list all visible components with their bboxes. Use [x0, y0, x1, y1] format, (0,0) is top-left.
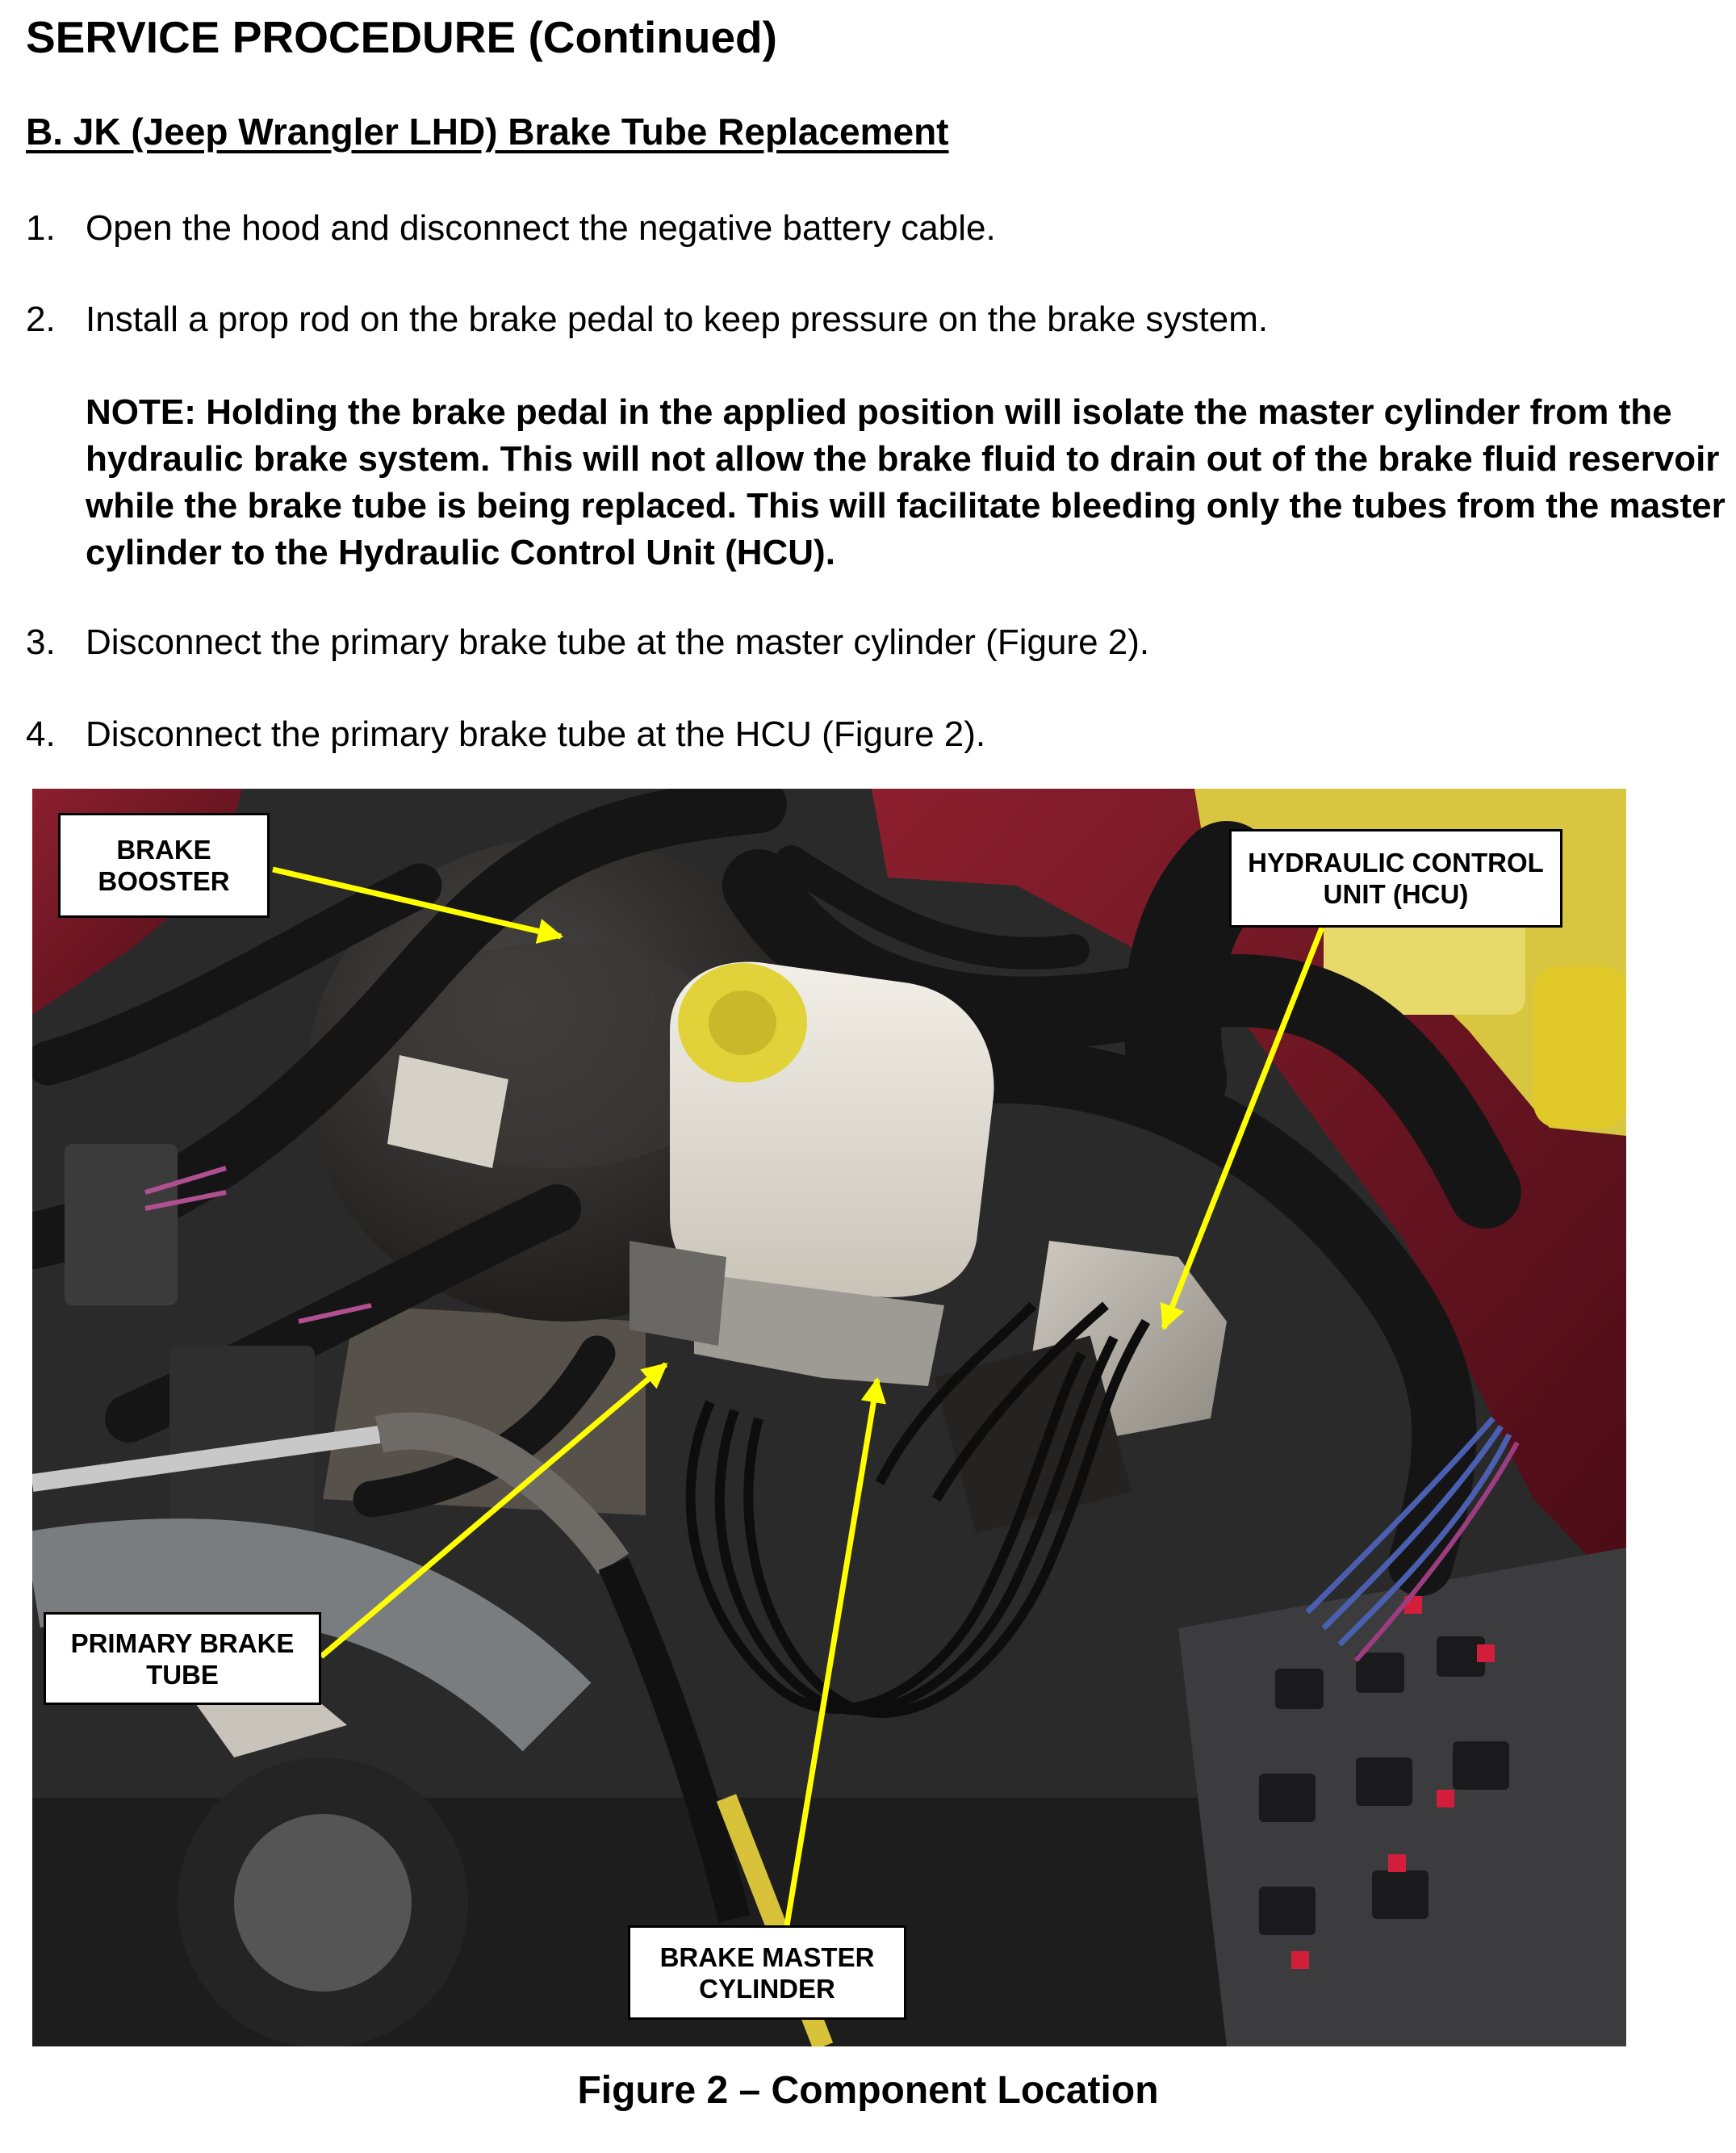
engine-bay-figure [32, 789, 1626, 2046]
page-heading: SERVICE PROCEDURE (Continued) [26, 12, 777, 62]
section-title: B. JK (Jeep Wrangler LHD) Brake Tube Replacement [26, 111, 949, 153]
step-4-text: Disconnect the primary brake tube at the HCU (Figure 2). [86, 714, 986, 754]
step-2-number: 2. [26, 299, 56, 339]
arrow-hcu [1164, 928, 1322, 1328]
arrow-primary-brake-tube [321, 1364, 666, 1657]
arrow-master-cylinder [787, 1380, 877, 1925]
step-2-text: Install a prop rod on the brake pedal to keep pressure on the brake system. [86, 299, 1269, 339]
step-3-number: 3. [26, 622, 56, 662]
step-1-text: Open the hood and disconnect the negative battery cable. [86, 208, 996, 248]
callout-hcu-line-2: UNIT (HCU) [1323, 879, 1469, 909]
callout-hcu-line-1: HYDRAULIC CONTROL [1248, 848, 1544, 878]
arrow-brake-booster [273, 869, 561, 936]
callout-master-cylinder-line-2: CYLINDER [699, 1973, 835, 2004]
note-paragraph: NOTE: Holding the brake pedal in the applied position will isolate the master cylinder from the hydraulic brake system. This will not allow the brake fluid to drain out of the brake fluid reservoir while the brake tube is being replaced. This will facilitate bleeding only the tubes from the master cylinder to the Hydraulic Control Unit (HCU). [86, 392, 1726, 572]
callout-brake-booster [58, 813, 270, 918]
step-3-text: Disconnect the primary brake tube at the master cylinder (Figure 2). [86, 622, 1150, 662]
step-4 [26, 714, 985, 755]
callout-primary-brake-tube [44, 1612, 321, 1705]
step-4-number: 4. [26, 714, 56, 754]
callout-master-cylinder [628, 1925, 906, 2020]
callout-master-cylinder-line-1: BRAKE MASTER [659, 1941, 875, 1972]
step-3 [26, 622, 1149, 663]
callout-brake-booster-line-2: BOOSTER [98, 866, 230, 896]
figure-caption: Figure 2 – Component Location [577, 2069, 1159, 2112]
callout-primary-brake-tube-line-2: TUBE [146, 1659, 219, 1690]
callout-arrows [32, 789, 1626, 2046]
callout-hcu [1229, 829, 1562, 928]
callout-brake-booster-line-1: BRAKE [116, 835, 211, 865]
step-1 [26, 208, 996, 249]
callout-primary-brake-tube-line-1: PRIMARY BRAKE [70, 1627, 295, 1658]
step-2 [26, 299, 1268, 340]
step-1-number: 1. [26, 208, 56, 248]
